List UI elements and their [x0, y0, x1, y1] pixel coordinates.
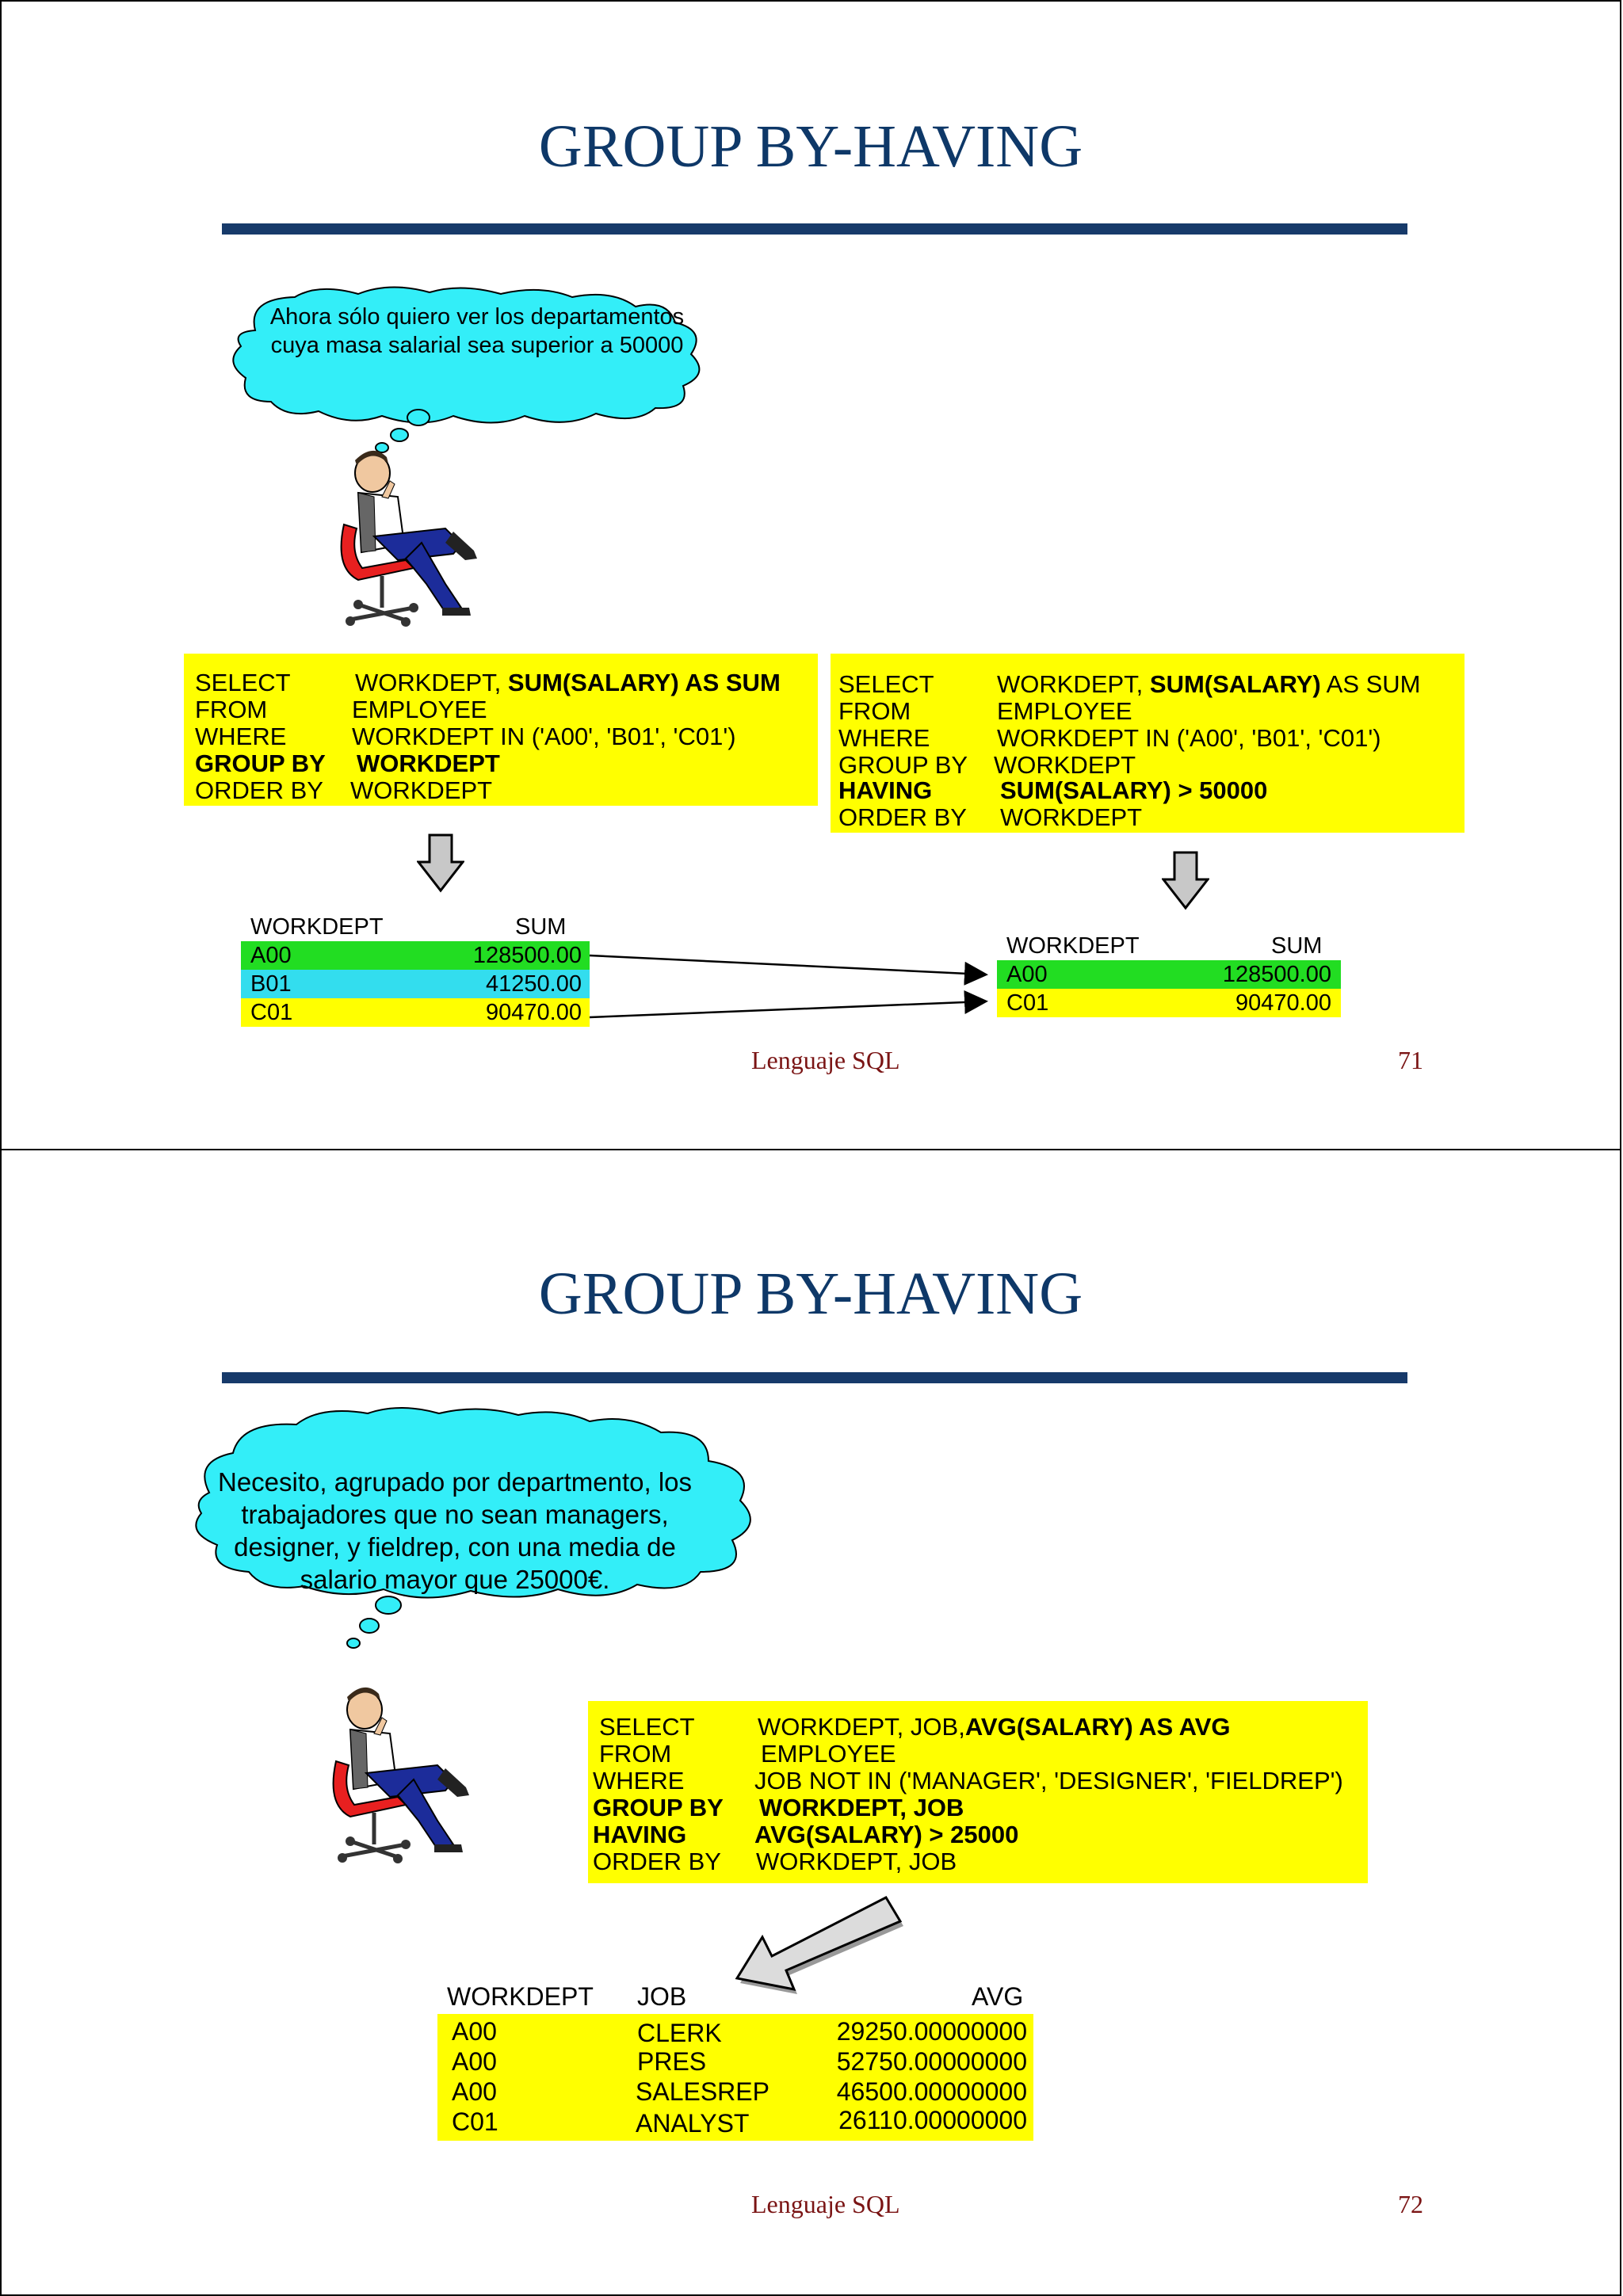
order-by-value: WORKDEPT	[350, 776, 493, 804]
cell-dept: A00	[250, 943, 292, 968]
cell-dept: A00	[1006, 962, 1048, 987]
select-alias: AS SUM	[1320, 670, 1421, 698]
select-clause	[355, 669, 781, 696]
column-header-workdept: WORKDEPT	[250, 914, 384, 940]
cell-job: PRES	[637, 2047, 707, 2076]
thinking-man-illustration	[327, 449, 485, 631]
group-by-value: WORKDEPT	[357, 749, 500, 777]
thinking-man-illustration	[319, 1686, 477, 1868]
keyword-select: SELECT	[599, 1713, 695, 1741]
footer-text: Lenguaje SQL	[751, 1046, 900, 1074]
thought-line-2: trabajadores que no sean managers,	[241, 1500, 669, 1529]
sql-query-right	[831, 654, 1465, 833]
select-columns: WORKDEPT, JOB,	[758, 1713, 965, 1741]
from-value: EMPLOYEE	[352, 696, 487, 723]
from-value: EMPLOYEE	[997, 697, 1132, 725]
column-header-sum: SUM	[515, 914, 567, 940]
select-aggregate: SUM(SALARY)	[1149, 670, 1321, 698]
cell-dept: A00	[452, 2047, 497, 2076]
select-clause	[997, 671, 1421, 698]
result-table	[436, 1982, 1038, 2138]
cell-dept: C01	[250, 1000, 293, 1025]
slide-title: GROUP BY-HAVING	[538, 113, 1083, 180]
keyword-order-by: ORDER BY	[593, 1848, 721, 1875]
keyword-select: SELECT	[195, 669, 291, 696]
cell-avg: 52750.00000000	[836, 2047, 1027, 2076]
keyword-having: HAVING	[838, 776, 933, 804]
arrow-a00	[590, 955, 984, 974]
table-row	[241, 998, 590, 1027]
select-aggregate: AVG(SALARY) AS AVG	[964, 1713, 1231, 1741]
keyword-from: FROM	[195, 696, 268, 723]
result-table-left	[241, 911, 590, 1028]
thought-text	[239, 303, 715, 360]
column-header-workdept: WORKDEPT	[1006, 933, 1140, 959]
page-number: 72	[1398, 2190, 1423, 2218]
table-row	[997, 960, 1341, 989]
having-value: SUM(SALARY) > 50000	[1000, 776, 1268, 804]
title-rule	[222, 1372, 1407, 1383]
cell-sum: 41250.00	[486, 971, 582, 997]
having-value: AVG(SALARY) > 25000	[754, 1821, 1019, 1848]
keyword-where: WHERE	[838, 724, 930, 752]
sql-query-left	[184, 654, 818, 806]
cell-job: SALESREP	[636, 2077, 769, 2106]
keyword-group-by: GROUP BY	[593, 1794, 724, 1821]
column-header-job: JOB	[637, 1982, 687, 2011]
cell-sum: 90470.00	[1235, 990, 1331, 1016]
thought-text	[201, 1466, 708, 1596]
cell-avg: 26110.00000000	[838, 2106, 1027, 2134]
slide-title: GROUP BY-HAVING	[538, 1261, 1083, 1327]
keyword-from: FROM	[838, 697, 911, 725]
sql-query	[588, 1701, 1368, 1883]
title-rule	[222, 223, 1407, 235]
keyword-order-by: ORDER BY	[195, 776, 323, 804]
select-clause	[758, 1714, 1231, 1741]
thought-line-3: designer, y fieldrep, con una media de	[234, 1532, 676, 1562]
table-row	[997, 989, 1341, 1017]
cell-sum: 90470.00	[486, 1000, 582, 1025]
row-mapping-arrows	[588, 944, 1000, 1024]
where-value: JOB NOT IN ('MANAGER', 'DESIGNER', 'FIELDREP')	[754, 1767, 1343, 1794]
table-row	[241, 970, 590, 998]
keyword-group-by: GROUP BY	[838, 751, 968, 779]
group-by-value: WORKDEPT	[994, 751, 1136, 779]
keyword-select: SELECT	[838, 670, 934, 698]
slide-72	[0, 1149, 1621, 2296]
thought-line-1: Ahora sólo quiero ver los departamentos	[269, 304, 685, 330]
thought-line-4: salario mayor que 25000€.	[300, 1565, 610, 1594]
arrow-c01	[590, 1001, 984, 1017]
cell-job: ANALYST	[636, 2109, 750, 2138]
keyword-having: HAVING	[593, 1821, 687, 1848]
group-by-value: WORKDEPT, JOB	[759, 1794, 964, 1821]
down-arrow-icon	[417, 833, 464, 894]
select-columns: WORKDEPT,	[355, 669, 508, 696]
where-value: WORKDEPT IN ('A00', 'B01', 'C01')	[352, 723, 736, 750]
cell-dept: A00	[452, 2077, 497, 2106]
keyword-group-by: GROUP BY	[195, 749, 326, 777]
keyword-order-by: ORDER BY	[838, 803, 967, 831]
select-columns: WORKDEPT,	[997, 670, 1150, 698]
cell-sum: 128500.00	[472, 943, 582, 968]
cell-job: CLERK	[637, 2019, 722, 2047]
thought-line-1: Necesito, agrupado por departmento, los	[217, 1467, 693, 1497]
cell-sum: 128500.00	[1222, 962, 1331, 987]
keyword-where: WHERE	[593, 1767, 685, 1794]
keyword-where: WHERE	[195, 723, 287, 750]
where-value: WORKDEPT IN ('A00', 'B01', 'C01')	[997, 724, 1381, 752]
cell-dept: B01	[250, 971, 292, 997]
from-value: EMPLOYEE	[761, 1740, 896, 1768]
cell-dept: C01	[1006, 990, 1049, 1016]
order-by-value: WORKDEPT, JOB	[756, 1848, 957, 1875]
cell-dept: C01	[452, 2107, 498, 2136]
thought-line-2: cuya masa salarial sea superior a 50000	[270, 333, 684, 358]
cell-dept: A00	[452, 2017, 497, 2046]
down-arrow-icon	[1162, 851, 1209, 911]
result-table-right	[997, 930, 1341, 1019]
footer-text: Lenguaje SQL	[751, 2190, 900, 2218]
cell-avg: 46500.00000000	[836, 2077, 1027, 2106]
result-rows	[437, 2014, 1033, 2141]
cell-avg: 29250.00000000	[836, 2017, 1027, 2046]
page-number: 71	[1398, 1046, 1423, 1074]
table-row	[241, 941, 590, 970]
select-aggregate: SUM(SALARY) AS SUM	[507, 669, 781, 696]
keyword-from: FROM	[599, 1740, 672, 1768]
column-header-avg: AVG	[972, 1982, 1024, 2011]
column-header-sum: SUM	[1271, 933, 1323, 959]
column-header-workdept: WORKDEPT	[447, 1982, 594, 2011]
order-by-value: WORKDEPT	[1000, 803, 1143, 831]
